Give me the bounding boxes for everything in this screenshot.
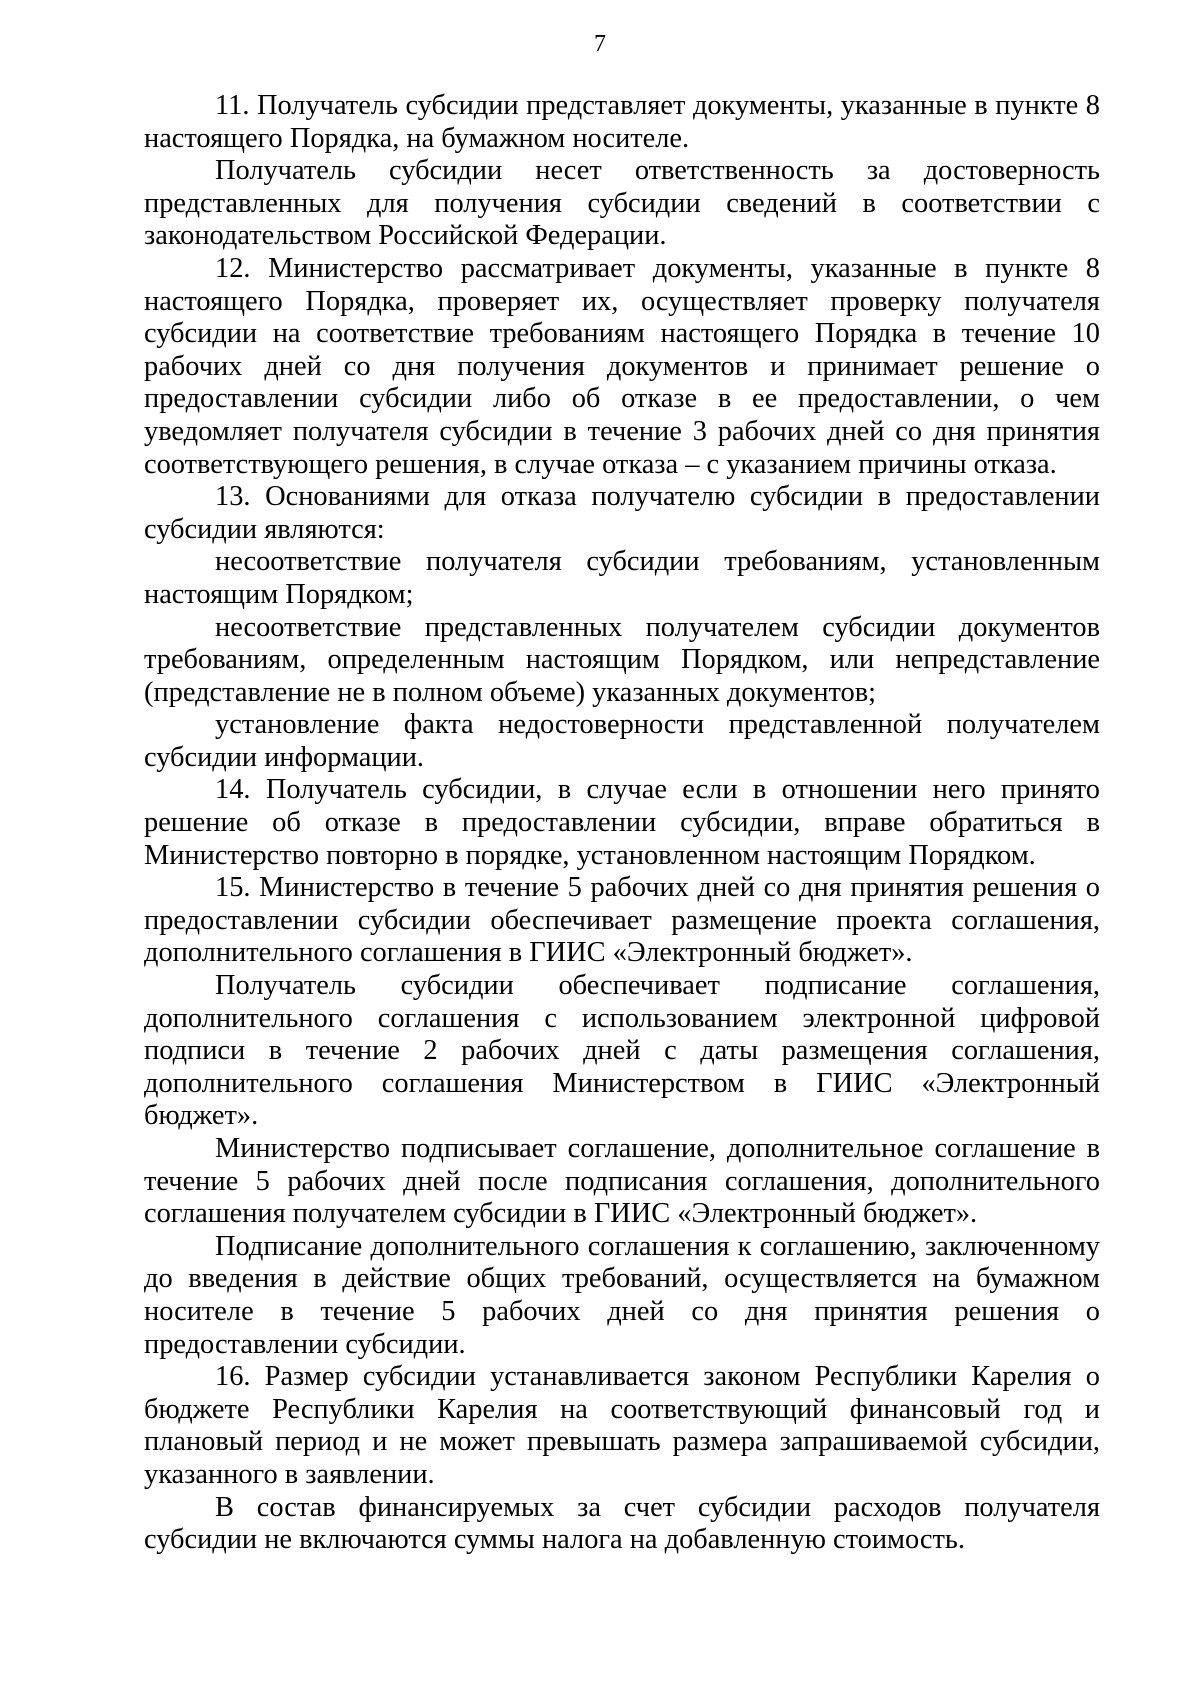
paragraph-13-item-2: несоответствие представленных получателем субсидии документов требованиям, определенным настоящим Порядком, или непредставление (представление не в полном объеме) указанных документов; xyxy=(144,611,1100,708)
paragraph-13: 13. Основаниями для отказа получателю субсидии в предоставлении субсидии являются: xyxy=(144,481,1100,545)
paragraph-11: 11. Получатель субсидии представляет документы, указанные в пункте 8 настоящего Порядка, на бумажном носителе. xyxy=(144,90,1100,154)
paragraph-12: 12. Министерство рассматривает документы, указанные в пункте 8 настоящего Порядка, проверяет их, осуществляет проверку получателя субсидии на соответствие требованиям настоящего Порядка в течение 10 рабочих дней со дня получения документов и принимает решение о предоставлении субсидии либо об отказе в ее предоставлении, о чем уведомляет получателя субсидии в течение 3 рабочих дней со дня принятия соответствующего решения, в случае отказа – с указанием причины отказа. xyxy=(144,252,1100,480)
document-body xyxy=(144,90,1100,1557)
page-number: 7 xyxy=(594,31,606,57)
paragraph-16-vat: В состав финансируемых за счет субсидии расходов получателя субсидии не включаются суммы налога на добавленную стоимость. xyxy=(144,1491,1100,1556)
paragraph-16: 16. Размер субсидии устанавливается законом Республики Карелия о бюджете Республики Карелия на соответствующий финансовый год и плановый период и не может превышать размера запрашиваемой субсидии, указанного в заявлении. xyxy=(144,1361,1100,1490)
paragraph-13-item-3: установление факта недостоверности представленной получателем субсидии информации. xyxy=(144,709,1100,773)
paragraph-13-item-1: несоответствие получателя субсидии требованиям, установленным настоящим Порядком; xyxy=(144,546,1100,610)
paragraph-14: 14. Получатель субсидии, в случае если в отношении него принято решение об отказе в предоставлении субсидии, вправе обратиться в Министерство повторно в порядке, установленном настоящим Порядком. xyxy=(144,774,1100,871)
paragraph-15-ministry-signing: Министерство подписывает соглашение, дополнительное соглашение в течение 5 рабочих дней после подписания соглашения, дополнительного соглашения получателем субсидии в ГИИС «Электронный бюджет». xyxy=(144,1133,1100,1230)
paragraph-11-responsibility: Получатель субсидии несет ответственность за достоверность представленных для получения субсидии сведений в соответствии с законодательством Российской Федерации. xyxy=(144,155,1100,252)
paragraph-15-paper-signing: Подписание дополнительного соглашения к соглашению, заключенному до введения в действие общих требований, осуществляется на бумажном носителе в течение 5 рабочих дней со дня принятия решения о предоставлении субсидии. xyxy=(144,1230,1100,1360)
paragraph-15-signing: Получатель субсидии обеспечивает подписание соглашения, дополнительного соглашения с использованием электронной цифровой подписи в течение 2 рабочих дней с даты размещения соглашения, дополнительного соглашения Министерством в ГИИС «Электронный бюджет». xyxy=(144,970,1100,1132)
paragraph-15: 15. Министерство в течение 5 рабочих дней со дня принятия решения о предоставлении субсидии обеспечивает размещение проекта соглашения, дополнительного соглашения в ГИИС «Электронный бюджет». xyxy=(144,872,1100,969)
